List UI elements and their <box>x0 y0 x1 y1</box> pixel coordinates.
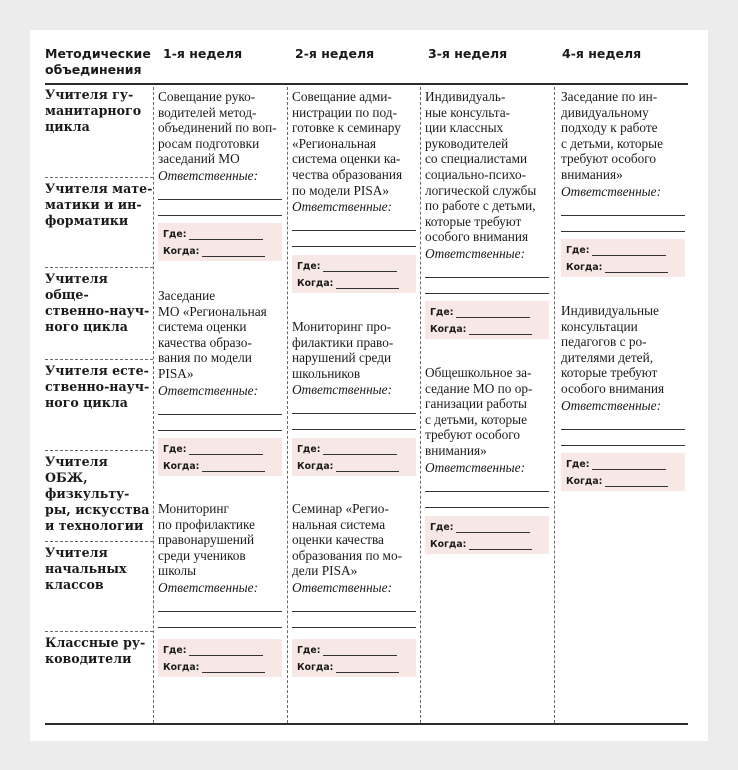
event-block <box>425 89 549 294</box>
event-text: Совещание руко- водителей метод- объединений по воп- росам подготовки заседаний МО <box>158 89 277 167</box>
event-block <box>561 89 685 232</box>
header-week-3: 3-я неделя <box>428 46 508 61</box>
event-text: Заседание по ин- дивидуальному подходу к работе с детьми, которые требуют особого внимания» <box>561 89 663 182</box>
column-divider <box>287 87 288 723</box>
responsible-line[interactable] <box>561 430 685 446</box>
responsible-label: Ответственные: <box>292 579 393 595</box>
when-label: Когда: <box>163 246 200 257</box>
where-when-box <box>158 223 282 261</box>
responsible-line[interactable] <box>158 184 282 200</box>
when-field[interactable] <box>469 324 532 335</box>
group-label: Классные ру- ководители <box>45 635 146 666</box>
column-divider <box>554 87 555 723</box>
responsible-line[interactable] <box>561 200 685 216</box>
when-field[interactable] <box>336 461 399 472</box>
where-label: Где: <box>566 459 590 470</box>
responsible-line[interactable] <box>292 398 416 414</box>
responsible-label: Ответственные: <box>561 183 662 199</box>
event-block <box>561 303 685 446</box>
header-associations: Методические объединения <box>45 46 151 77</box>
when-label: Когда: <box>163 662 200 673</box>
bottom-rule <box>45 723 688 725</box>
where-when-box <box>292 255 416 293</box>
responsible-line[interactable] <box>425 278 549 294</box>
column-divider <box>420 87 421 723</box>
group-natural-sciences <box>45 359 153 411</box>
where-when-box <box>292 639 416 677</box>
responsible-line[interactable] <box>292 596 416 612</box>
where-when-box <box>561 453 685 491</box>
responsible-line[interactable] <box>561 216 685 232</box>
responsible-label: Ответственные: <box>425 459 526 475</box>
where-field[interactable] <box>592 245 666 256</box>
when-field[interactable] <box>202 246 265 257</box>
where-when-box <box>292 438 416 476</box>
event-block <box>425 365 549 508</box>
group-label: Учителя обще- ственно-науч- ного цикла <box>45 271 150 334</box>
group-humanities <box>45 87 153 135</box>
where-field[interactable] <box>189 229 263 240</box>
where-when-box <box>561 239 685 277</box>
group-obzh-pe-arts <box>45 450 153 534</box>
when-label: Когда: <box>566 476 603 487</box>
event-text: Мониторинг про- филактики право- нарушений среди школьников <box>292 319 394 381</box>
when-label: Когда: <box>430 324 467 335</box>
where-when-box <box>425 301 549 339</box>
when-field[interactable] <box>202 662 265 673</box>
group-math-informatics <box>45 177 153 229</box>
responsible-line[interactable] <box>158 415 282 431</box>
responsible-line[interactable] <box>425 492 549 508</box>
responsible-line[interactable] <box>292 215 416 231</box>
responsible-label: Ответственные: <box>425 245 526 261</box>
event-text: Семинар «Регио- нальная система оценки качества образования по мо- дели PISA» <box>292 501 403 579</box>
event-block <box>158 501 282 628</box>
event-text: Индивидуальные консультации педагогов с ро- дителями детей, которые требуют особого внимания <box>561 303 665 396</box>
where-label: Где: <box>163 229 187 240</box>
event-text: Общешкольное за- седание МО по ор- ганизации работы с детьми, которые требуют особого внимания» <box>425 365 533 458</box>
event-block <box>292 501 416 628</box>
responsible-line[interactable] <box>158 612 282 628</box>
where-label: Где: <box>163 645 187 656</box>
where-field[interactable] <box>189 645 263 656</box>
group-label: Учителя мате- матики и ин- форматики <box>45 181 153 228</box>
when-label: Когда: <box>566 262 603 273</box>
group-label: Учителя есте- ственно-науч- ного цикла <box>45 363 150 410</box>
event-block <box>292 319 416 430</box>
header-week-2: 2-я неделя <box>295 46 375 61</box>
group-label: Учителя ОБЖ, физкульту- ры, искусства и технологии <box>45 454 150 533</box>
where-field[interactable] <box>189 444 263 455</box>
when-field[interactable] <box>336 662 399 673</box>
where-label: Где: <box>566 245 590 256</box>
responsible-line[interactable] <box>292 231 416 247</box>
responsible-line[interactable] <box>425 262 549 278</box>
where-field[interactable] <box>323 261 397 272</box>
when-label: Когда: <box>163 461 200 472</box>
header-rule <box>45 83 688 85</box>
when-field[interactable] <box>202 461 265 472</box>
where-label: Где: <box>430 307 454 318</box>
responsible-label: Ответственные: <box>292 199 393 215</box>
responsible-line[interactable] <box>158 596 282 612</box>
responsible-line[interactable] <box>158 200 282 216</box>
where-field[interactable] <box>592 459 666 470</box>
where-label: Где: <box>163 444 187 455</box>
when-field[interactable] <box>605 262 668 273</box>
where-field[interactable] <box>323 645 397 656</box>
where-field[interactable] <box>456 307 530 318</box>
responsible-line[interactable] <box>292 414 416 430</box>
when-label: Когда: <box>297 662 334 673</box>
group-social-sciences <box>45 267 153 335</box>
responsible-label: Ответственные: <box>158 382 259 398</box>
when-field[interactable] <box>605 476 668 487</box>
event-text: Совещание адми- нистрации по под- готовке к семинару «Региональная система оценки ка- чества образования по модели PISA» <box>292 89 403 198</box>
event-block <box>158 89 282 216</box>
responsible-line[interactable] <box>425 476 549 492</box>
where-field[interactable] <box>456 522 530 533</box>
where-field[interactable] <box>323 444 397 455</box>
event-block <box>158 288 282 431</box>
where-label: Где: <box>297 645 321 656</box>
responsible-line[interactable] <box>292 612 416 628</box>
event-block <box>292 89 416 247</box>
event-text: Заседание МО «Региональная система оценки качества образо- вания по модели PISA» <box>158 288 267 381</box>
where-label: Где: <box>297 444 321 455</box>
column-divider <box>153 87 154 723</box>
when-label: Когда: <box>297 278 334 289</box>
responsible-line[interactable] <box>561 414 685 430</box>
header-week-4: 4-я неделя <box>562 46 642 61</box>
responsible-label: Ответственные: <box>158 167 259 183</box>
when-field[interactable] <box>336 278 399 289</box>
where-when-box <box>425 516 549 554</box>
responsible-label: Ответственные: <box>292 382 393 398</box>
group-class-teachers <box>45 631 153 667</box>
when-field[interactable] <box>469 539 532 550</box>
responsible-label: Ответственные: <box>158 579 259 595</box>
header-week-1: 1-я неделя <box>163 46 243 61</box>
event-text: Мониторинг по профилактике правонарушений среди учеников школы <box>158 501 256 579</box>
event-text: Индивидуаль- ные консульта- ции классных руководителей со специалистами социально-психо- логической службы по работе с детьми, которые требуют особого внимания <box>425 89 537 245</box>
where-when-box <box>158 438 282 476</box>
when-label: Когда: <box>297 461 334 472</box>
where-label: Где: <box>297 261 321 272</box>
where-label: Где: <box>430 522 454 533</box>
where-when-box <box>158 639 282 677</box>
group-primary <box>45 541 153 593</box>
group-label: Учителя начальных классов <box>45 545 127 592</box>
responsible-label: Ответственные: <box>561 397 662 413</box>
when-label: Когда: <box>430 539 467 550</box>
planning-table-card <box>30 30 708 741</box>
responsible-line[interactable] <box>158 399 282 415</box>
group-label: Учителя гу- манитарного цикла <box>45 87 142 134</box>
